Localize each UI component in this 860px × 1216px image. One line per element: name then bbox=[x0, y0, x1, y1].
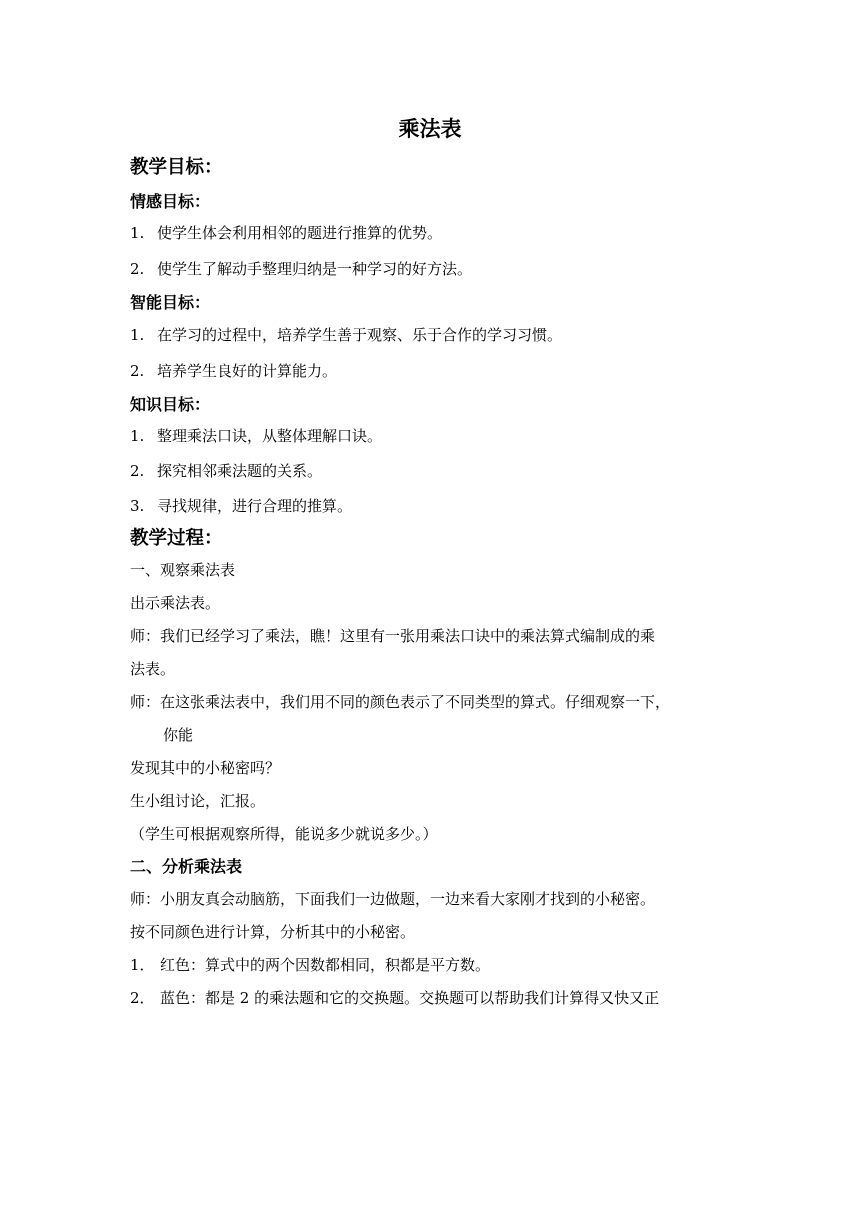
paragraph-line: 师：在这张乘法表中，我们用不同的颜色表示了不同类型的算式。仔细观察一下， bbox=[130, 693, 671, 711]
list-text: 整理乘法口诀，从整体理解口诀。 bbox=[157, 427, 383, 445]
list-text: 探究相邻乘法题的关系。 bbox=[157, 462, 323, 480]
list-item bbox=[130, 324, 736, 346]
paragraph-line: 生小组讨论，汇报。 bbox=[130, 792, 266, 810]
list-text: 使学生了解动手整理归纳是一种学习的好方法。 bbox=[157, 260, 473, 278]
paragraph-line: 师：我们已经学习了乘法，瞧！这里有一张用乘法口诀中的乘法算式编制成的乘 bbox=[130, 627, 656, 645]
section-heading-analyze: 二、分析乘法表 bbox=[130, 857, 243, 876]
paragraph-line: 你能 bbox=[163, 726, 194, 744]
paragraph-line: 法表。 bbox=[130, 660, 176, 678]
list-number: 2. bbox=[130, 462, 145, 480]
list-text: 培养学生良好的计算能力。 bbox=[157, 362, 338, 380]
section-heading-observe: 一、观察乘法表 bbox=[130, 561, 236, 579]
list-text: 使学生体会利用相邻的题进行推算的优势。 bbox=[157, 224, 443, 242]
document-body bbox=[130, 155, 736, 1009]
paragraph-line: 师：小朋友真会动脑筋，下面我们一边做题，一边来看大家刚才找到的小秘密。 bbox=[130, 890, 656, 908]
list-number: 2． bbox=[130, 989, 155, 1007]
list-text: 在学习的过程中，培养学生善于观察、乐于合作的学习习惯。 bbox=[157, 326, 563, 344]
list-item bbox=[130, 954, 736, 976]
paragraph-line: 按不同颜色进行计算，分析其中的小秘密。 bbox=[130, 923, 416, 941]
teaching-process-heading: 教学过程： bbox=[130, 528, 223, 549]
list-item bbox=[130, 222, 736, 244]
list-item bbox=[130, 360, 736, 382]
list-item bbox=[130, 258, 736, 280]
list-number: 1． bbox=[130, 956, 155, 974]
list-text: 蓝色：都是 2 的乘法题和它的交换题。交换题可以帮助我们计算得又快又正 bbox=[160, 989, 660, 1007]
paragraph-line: （学生可根据观察所得，能说多少就说多少。） bbox=[130, 825, 438, 843]
paragraph-line: 发现其中的小秘密吗？ bbox=[130, 759, 281, 777]
knowledge-goals-heading: 知识目标： bbox=[130, 395, 211, 414]
teaching-goals-heading: 教学目标： bbox=[130, 157, 223, 178]
list-item bbox=[130, 425, 736, 447]
list-number: 1. bbox=[130, 427, 145, 445]
ability-goals-heading: 智能目标： bbox=[130, 293, 211, 312]
list-item bbox=[130, 460, 736, 482]
paragraph-line: 出示乘法表。 bbox=[130, 594, 221, 612]
list-number: 1. bbox=[130, 224, 145, 242]
list-item bbox=[130, 987, 736, 1009]
list-item bbox=[130, 495, 736, 517]
list-text: 红色：算式中的两个因数都相同，积都是平方数。 bbox=[160, 956, 491, 974]
emotion-goals-heading: 情感目标： bbox=[130, 192, 211, 211]
list-text: 寻找规律，进行合理的推算。 bbox=[157, 497, 353, 515]
list-number: 3. bbox=[130, 497, 145, 515]
list-number: 2. bbox=[130, 362, 145, 380]
document-title: 乘法表 bbox=[398, 117, 462, 141]
list-number: 1. bbox=[130, 326, 145, 344]
list-number: 2. bbox=[130, 260, 145, 278]
